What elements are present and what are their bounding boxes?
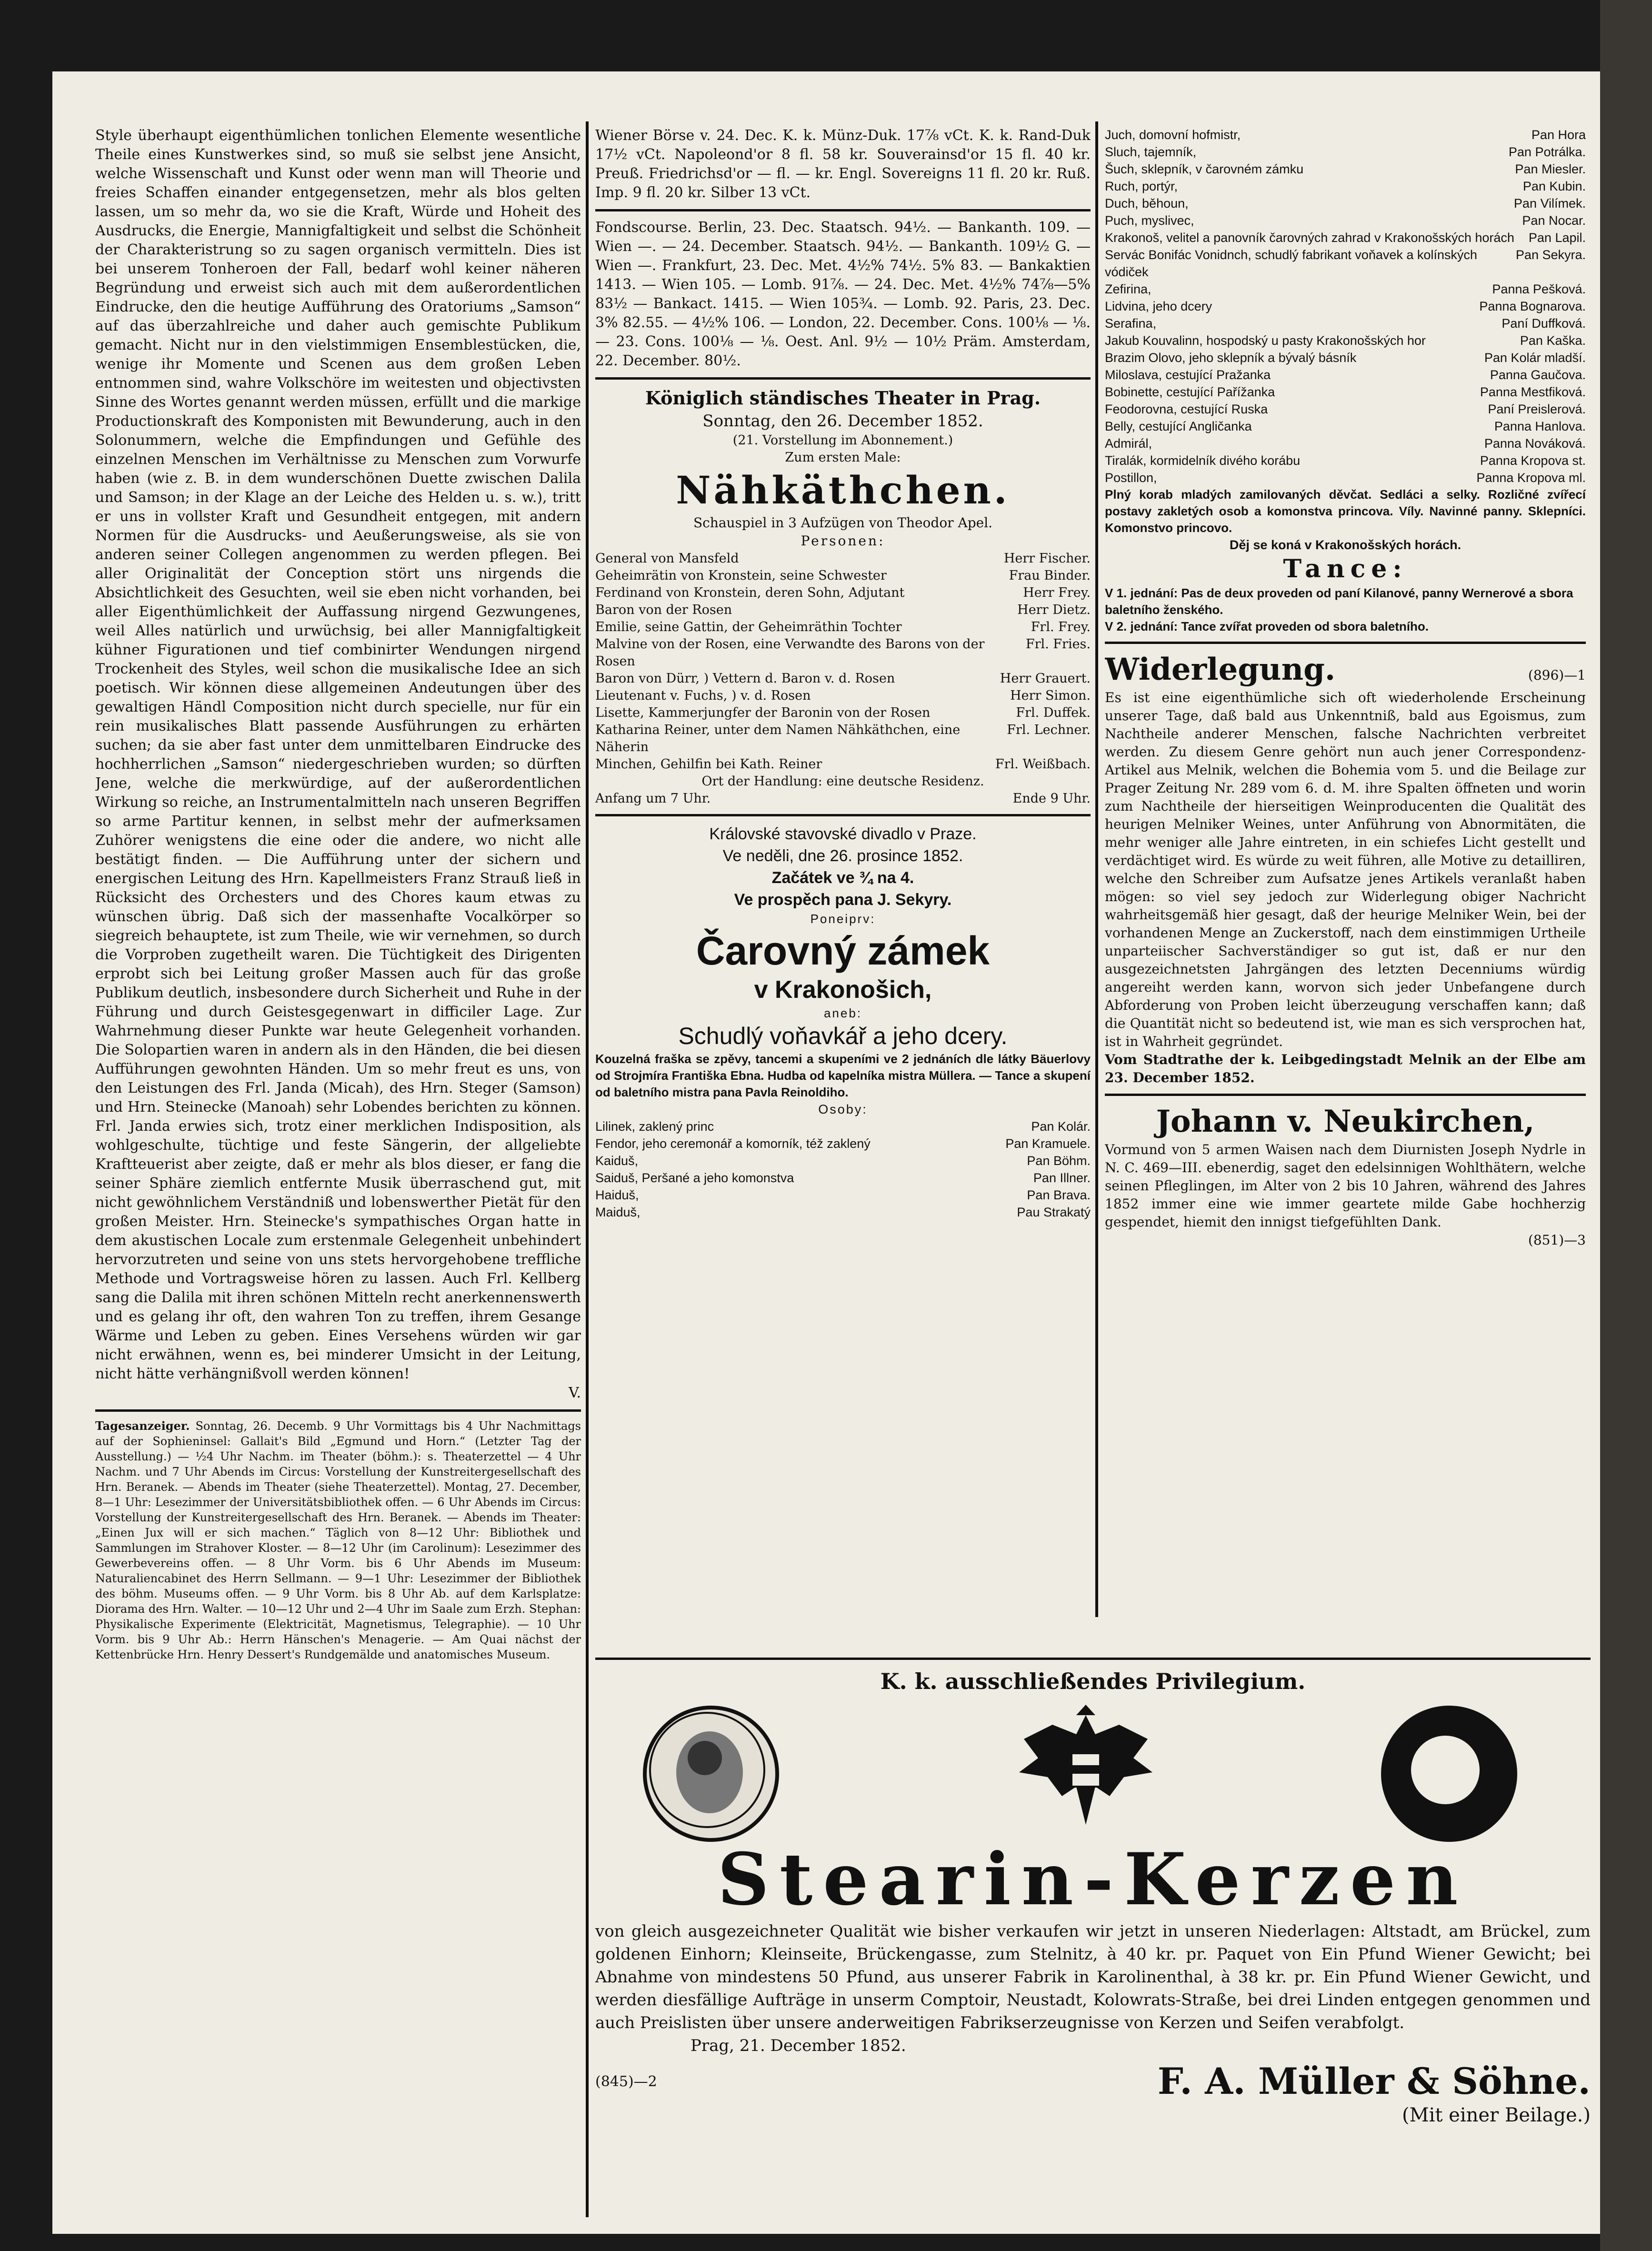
cast-list (595, 550, 1091, 773)
cast-actor: Pan Brava. (1027, 1188, 1091, 1202)
divider (1105, 1094, 1586, 1096)
stearin-footer (595, 2060, 1591, 2103)
cast-row (595, 756, 1091, 773)
theater-announcement (595, 386, 1091, 807)
cast-actor: Panna Bognarova. (1479, 299, 1586, 313)
cast-row (595, 670, 1091, 687)
cast-actor: Paní Duffková. (1502, 316, 1586, 331)
cast-role: Šuch, sklepník, v čarovném zámku (1105, 162, 1304, 176)
divider (595, 377, 1091, 380)
cast-row (1105, 178, 1586, 195)
review-signature: V. (569, 1385, 581, 1401)
stearin-title: Stearin-Kerzen (717, 1838, 1469, 1921)
column-left (95, 126, 581, 2184)
widerlegung-signature: Vom Stadtrathe der k. Leibgedingstadt Melnik an der Elbe am 23. December 1852. (1105, 1052, 1586, 1085)
beilage-note: (Mit einer Beilage.) (1402, 2104, 1591, 2126)
cast-role: Tiralák, kormidelník divého korábu (1105, 453, 1301, 468)
cast-actor: Pan Potrálka. (1508, 145, 1586, 159)
cast-actor: Frau Binder. (1009, 568, 1091, 583)
cast-role: Zefirina, (1105, 282, 1151, 296)
cast-actor: Herr Dietz. (1017, 603, 1091, 617)
emblem-row (595, 1696, 1591, 1839)
end-time: Ende 9 Uhr. (1012, 791, 1091, 806)
theater-subscription: (21. Vorstellung im Abonnement.) (732, 433, 953, 448)
cast-row (1105, 246, 1586, 281)
cz-scene: Děj se koná v Krakonošských horách. (1229, 538, 1462, 552)
cast-role: Miloslava, cestující Pražanka (1105, 368, 1271, 382)
cast-actor: Herr Grauert. (1000, 671, 1091, 686)
stearin-ref: (845)—2 (595, 2073, 657, 2090)
cast-row (1105, 212, 1586, 229)
cast-role: Kaiduš, (595, 1154, 639, 1168)
medal-right-icon (1381, 1706, 1517, 1842)
johann-ref: (851)—3 (1528, 1232, 1586, 1248)
stearin-text: von gleich ausgezeichneter Qualität wie bisher verkaufen wir jetzt in unseren Niederlagen: Altstadt, am Brückel, zum goldenen Einhorn; Kleinseite, Brückengasse, zum Stelnitz, à 40 kr. pr. Paquet von Ein Pfund Wiener Gewicht; bei Abnahme von mindestens 50 Pfund, aus unserer Fabrik in Karolinenthal, à 38 kr. pr. Ein Pfund Wiener Gewicht, und werden diesfällige Aufträge in unserm Comptoir, Neustadt, Kolowrats-Straße, bei drei Linden entgegen genommen und auch Preislisten über unsere anderweitigen Fabrikserzeugnisse von Kerzen und Seifen verabfolgt. (595, 1922, 1591, 2032)
cast-actor: Pau Strakatý (1017, 1205, 1091, 1219)
tance-title: Tance: (1283, 554, 1408, 583)
cast-row (1105, 383, 1586, 401)
cast-role: Lisette, Kammerjungfer der Baronin von der Rosen (595, 705, 931, 720)
cast-role: Servác Bonifác Vonidnch, schudlý fabrikant voňavek a kolínských vódiček (1105, 248, 1477, 279)
widerlegung-header (1105, 651, 1586, 689)
cast-actor: Pan Kolár mladší. (1484, 351, 1586, 365)
fondscourse: Fondscourse. Berlin, 23. Dec. Staatsch. 94½. — Bankanth. 109. — Wien —. — 24. December. Staatsch. 94½. — Bankanth. 109½ G. — Wien —. Frankfurt, 23. Dec. Met. 4½% 74½. 5% 83. — Bankaktien 1413. — Wien 105. — Lomb. 91⅞. — 24. Dec. Met. 4½% 74⅞—5% 83½ — Bankact. 1415. — Wien 105¾. — Lomb. 92. Paris, 23. Dec. 3% 82.55. — 4½% 106. — London, 22. December. Cons. 100⅛ — ⅛. — 23. Cons. 100⅛ — ⅛. Oest. Anl. 9½ — 10½ Präm. Amsterdam, 22. December. 80½. (595, 219, 1091, 369)
cz-cast-list (595, 1118, 1091, 1221)
cast-row (595, 1135, 1091, 1152)
johann-text: Vormund von 5 armen Waisen nach dem Diurnisten Joseph Nydrle in N. C. 469—III. ebenerdig, saget den edelsinnigen Wohlthätern, welche seinen Pfleglingen, im Alter von 2 bis 10 Jahren, während des Jahres 1852 immer eine wie immer geartete milde Gabe hochherzig gespendet, hiemit den innigst tiefgefühlten Dank. (1105, 1142, 1586, 1230)
cast-role: Geheimrätin von Kronstein, seine Schwester (595, 568, 887, 583)
cast-actor: Panna Nováková. (1484, 436, 1586, 451)
cast-role: Katharina Reiner, unter dem Namen Nähkäthchen, eine Näherin (595, 723, 961, 754)
cast-row (595, 584, 1091, 602)
cast-row (595, 602, 1091, 619)
cast-role: Lieutenant v. Fuchs, ) v. d. Rosen (595, 688, 811, 703)
privileg-title: K. k. ausschließendes Privilegium. (880, 1668, 1306, 1694)
play-times (595, 790, 1091, 807)
widerlegung-ref: (896)—1 (1528, 667, 1586, 683)
cz-cast-continued (1105, 126, 1586, 486)
cast-role: Serafina, (1105, 316, 1157, 331)
cz-extras: Plný korab mladých zamilovaných děvčat. Sedláci a selky. Rozličné zvířecí postavy zakletých osob a komonstva princova. Víly. Navinné panny. Sklepníci. Komonstvo princovo. (1105, 487, 1586, 535)
stearin-place-date: Prag, 21. December 1852. (691, 2036, 906, 2055)
theater-date: Sonntag, den 26. December 1852. (702, 412, 983, 431)
cast-role: Duch, běhoun, (1105, 196, 1189, 211)
cast-role: Fendor, jeho ceremonář a komorník, též zaklený (595, 1136, 871, 1151)
cast-actor: Pan Miesler. (1515, 162, 1586, 176)
cast-row (595, 550, 1091, 567)
cast-actor: Pan Sekyra. (1515, 248, 1586, 262)
cast-row (1105, 452, 1586, 469)
cast-row (1105, 332, 1586, 349)
cast-actor: Pan Kolár. (1031, 1119, 1091, 1134)
cast-role: Puch, myslivec, (1105, 213, 1194, 228)
divider (595, 814, 1091, 816)
cast-actor: Herr Fischer. (1003, 551, 1091, 566)
cz-play-subtitle: v Krakonošich, (754, 976, 932, 1004)
cast-actor: Frl. Frey. (1031, 620, 1091, 634)
cast-row (595, 1186, 1091, 1204)
cast-role: Baron von der Rosen (595, 603, 732, 617)
divider (595, 209, 1091, 211)
cast-actor: Frl. Lechner. (1007, 723, 1091, 737)
music-review: Style überhaupt eigenthümlichen tonlichen Elemente wesentliche Theile eines Kunstwerkes sind, so muß sie selbst jene Ansicht, welche Wissenschaft und Kunst oder wenn man will Theorie und freies Schaffen einander entgegensetzen, mehr als blos gelten lassen, um so mehr da, wo sie die Kraft, Würde und Hoheit des Ausdrucks, die Energie, Mannigfaltigkeit und selbst die Schönheit der Charakteristrung so zu sagen organisch vermitteln. Dies ist bei unserem Tonheroen der Fall, bedarf wohl keiner näheren Begründung und erweist sich auch mit dem außerordentlichen Eindrucke, den die heutige Aufführung des Oratoriums „Samson“ auf das überzahlreiche und daher auch gemischte Publikum gemacht. Nicht nur in den vielstimmigen Ensemblestücken, die, wenige ihr Momente und Scenen aus dem großen Leben entnommen sind, wahre Volkschöre im weitesten und objectivsten Sinne des Wortes genannt werden müssen, erfüllt und die markige Productionskraft des Komponisten mit Bewunderung, auch in den Solonummern, welche die Empfindungen und Gefühle des einzelnen Menschen im Verhältnisse zu Menschen zum Vorwurfe haben (wie z. B. in dem wunderschönen Duette zwischen Dalila und Samson; in der Klage an der Leiche des Helden u. s. w.), tritt er uns in vollster Kraft und Gesundheit entgegen, mit andern Normen für die Ausdrucks- und Aeußerungsweise, als sie von anderen seiner Collegen angenommen zu werden pflegen. Bei aller Originalität der Conception stört uns nirgends die Absichtlichkeit des Gesuchten, weil sie eben nicht vorhanden, bei aller Eigenthümlichkeit der Auffassung nirgend Gezwungenes, weil Alles natürlich und urwüchsig, bei aller Mannigfaltigkeit kühner Figurationen und tief combinirter Wendungen nirgend Trockenheit des Styles, weil schon die musikalische Idee an sich poetisch. Wir können diese allgemeinen Andeutungen über des gewaltigen Händl Composition nicht durch specielle, nur für ein rein musikalisches Blatt passende Ausführungen zu erhärten suchen; da sie aber fast unter dem unmittelbaren Eindrucke des hochherrlichen „Samson“ niedergeschrieben wurden; so dürften Jene, welche die merkwürdige, auf der außerordentlichen Wirkung so reiche, an Instrumentalmitteln nach unseren Begriffen so arme Partitur kennen, in selbst mehr der aufmerksamen Zuhörer wenigstens die eine oder die andere, wo nicht alle bestätigt finden. — Die Aufführung unter der sichern und energischen Leitung des Hrn. Kapellmeisters Franz Strauß ließ in Rücksicht des Orchesters und des Chores kaum etwas zu wünschen übrig. Daß sich der massenhafte Vocalkörper so siegreich behauptete, ist zum Theile, wie wir vernehmen, so durch die Vorproben zugetheilt waren. Die Tüchtigkeit des Dirigenten erprobt sich bei Leitung großer Massen auch für das große Publikum deutlich, insbesondere durch Sicherheit und Ruhe in der Führung und durch Geistesgegenwart in difficiler Lage. Zur Wahrnehmung dieser Punkte war heute Gelegenheit vorhanden. Die Solopartien waren in andern als in den Händen, die bei diesen Aufführungen gewohnten Händen. Um so mehr freut es uns, von den Leistungen des Frl. Janda (Micah), des Hrn. Steger (Samson) und Hrn. Steinecke (Manoah) sehr Lobendes berichten zu können. Frl. Janda erwies sich, trotz einer merklichen Indisposition, als wohlgeschulte, tüchtige und feste Sängerin, der allgeliebte Kraftteuerist aber zeigte, daß er mehr als blos dieser, er fang die seiner Sphäre ziemlich entfernte Musik überraschend gut, mit nicht gewöhnlichem Verständniß und lobenswerther Pietät für den großen Meister. Hrn. Steinecke's sympathisches Organ hatte in dem akustischen Locale zum erstenmale Gelegenheit unbehindert hervorzutreten und seine von uns stets hervorgehobene treffliche Methode und Vortragsweise hören zu lassen. Auch Frl. Kellberg sang die Dalila mit ihren schönen Mitteln recht anerkennenswerth und es gelang ihr oft, den wahren Ton zu treffen, ihrem Gesange Wärme und Leben zu geben. Eines Versehens würden wir gar nicht erwähnen, wenn es, bei minderer Umsicht in der Leitung, nicht hätte verhängnißvoll werden können! (95, 127, 581, 1382)
cz-start-time: Začátek ve ¾ na 4. (771, 869, 914, 887)
cast-actor: Pan Kaška. (1520, 333, 1586, 348)
cast-actor: Panna Kropova ml. (1476, 471, 1586, 485)
cast-role: Postillon, (1105, 471, 1157, 485)
cast-actor: Frl. Weißbach. (995, 757, 1091, 772)
cast-role: Malvine von der Rosen, eine Verwandte des Barons von der Rosen (595, 637, 985, 669)
cast-role: Lilinek, zaklený princ (595, 1119, 714, 1134)
cast-actor: Panna Gaučova. (1490, 368, 1586, 382)
cast-row (1105, 469, 1586, 486)
start-time: Anfang um 7 Uhr. (595, 791, 711, 806)
cast-role: Jakub Kouvalinn, hospodský u pasty Krakonošských hor (1105, 333, 1426, 348)
cast-role: Juch, domovní hofmistr, (1105, 128, 1241, 142)
cast-role: Feodorovna, cestující Ruska (1105, 402, 1268, 416)
divider (1105, 642, 1586, 644)
czech-theater-announcement (595, 823, 1091, 1221)
newspaper-page (52, 71, 1600, 2234)
cast-actor: Frl. Duffek. (1016, 705, 1091, 720)
tance-act2: V 2. jednání: Tance zvířat proveden od sbora baletního. (1105, 619, 1429, 633)
cast-actor: Paní Preislerová. (1488, 402, 1586, 416)
cast-actor: Panna Mestfiková. (1480, 385, 1586, 399)
cast-role: Lidvina, jeho dcery (1105, 299, 1212, 313)
cast-row (595, 619, 1091, 636)
cast-actor: Pan Lapil. (1528, 231, 1586, 245)
cast-row (1105, 418, 1586, 435)
personen-label: Personen: (801, 533, 885, 549)
cast-row (1105, 435, 1586, 452)
cast-role: Emilie, seine Gattin, der Geheimräthin Tochter (595, 620, 902, 634)
column-right (1105, 126, 1586, 1617)
cast-role: Saiduš, Peršané a jeho komonstva (595, 1171, 794, 1185)
cast-row (595, 636, 1091, 670)
divider (95, 1409, 581, 1412)
cast-row (1105, 315, 1586, 332)
cast-actor: Pan Böhm. (1027, 1154, 1091, 1168)
cast-row (1105, 281, 1586, 298)
page-edge (1600, 0, 1652, 2251)
cast-role: Belly, cestující Angličanka (1105, 419, 1252, 433)
firm-name: F. A. Müller & Söhne. (1157, 2060, 1591, 2102)
cast-role: Admirál, (1105, 436, 1152, 451)
cast-row (1105, 401, 1586, 418)
cast-actor: Pan Kubin. (1522, 179, 1586, 193)
column-rule (1095, 121, 1098, 1617)
cz-theater-title: Královské stavovské divadlo v Praze. (709, 825, 977, 843)
cast-actor: Pan Illner. (1033, 1171, 1091, 1185)
cast-role: Baron von Dürr, ) Vettern d. Baron v. d. Rosen (595, 671, 895, 686)
cast-role: Haiduš, (595, 1188, 639, 1202)
cast-row (595, 704, 1091, 722)
widerlegung-title: Widerlegung. (1105, 652, 1336, 687)
play-setting: Ort der Handlung: eine deutsche Residenz. (701, 774, 984, 789)
cz-benefit: Ve prospěch pana J. Sekyry. (734, 891, 952, 909)
cast-row (595, 687, 1091, 704)
johann-title: Johann v. Neukirchen, (1156, 1104, 1535, 1139)
cz-play-alt-title: Schudlý voňavkář a jeho dcery. (678, 1023, 1008, 1049)
cast-row (1105, 126, 1586, 143)
medal-left-icon (643, 1706, 779, 1842)
cast-actor: Pan Hora (1531, 128, 1586, 142)
tagesanzeiger-text: Sonntag, 26. Decemb. 9 Uhr Vormittags bis 4 Uhr Nachmittags auf der Sophieninsel: Gallait's Bild „Egmund und Horn.“ (Letzter Tag der Ausstellung.) — ½4 Uhr Nachm. im Theater (böhm.): s. Theaterzettel — 4 Uhr Nachm. und 7 Uhr Abends im Circus: Vorstellung der Kunstreitergesellschaft des Hrn. Beranek. — Abends im Theater (siehe Theaterzettel). Montag, 27. December, 8—1 Uhr: Lesezimmer der Universitätsbibliothek offen. — 6 Uhr Abends im Circus: Vorstellung der Kunstreitergesellschaft des Hrn. Beranek. — Abends im Theater: „Einen Jux will er sich machen.“ Täglich von 8—12 Uhr: Bibliothek und Sammlungen im Strahover Kloster. — 8—12 Uhr (im Carolinum): Lesezimmer des Gewerbevereins offen. — 8 Uhr Vorm. bis 6 Uhr Abends im Museum: Naturaliencabinet des Herrn Sellmann. — 9—1 Uhr: Lesezimmer der Bibliothek des böhm. Museums offen. — 9 Uhr Vorm. bis 8 Uhr Ab. auf dem Karlsplatze: Diorama des Hrn. Walter. — 10—12 Uhr und 2—4 Uhr im Saale zum Erzh. Stephan: Physikalische Experimente (Elektricität, Magnetismus, Telegraphie). — 10 Uhr Vorm. bis 9 Uhr Ab.: Herrn Hänschen's Menagerie. — Am Quai nächst der Kettenbrücke Hrn. Henry Dessert's Rundgemälde und anatomisches Museum. (95, 1419, 581, 1661)
cast-role: Brazim Olovo, jeho sklepník a bývalý básník (1105, 351, 1357, 365)
cast-actor: Herr Frey. (1023, 585, 1091, 600)
cast-row (595, 1169, 1091, 1186)
cast-row (1105, 195, 1586, 212)
cast-role: Minchen, Gehilfin bei Kath. Reiner (595, 757, 822, 772)
cast-actor: Pan Kramuele. (1005, 1136, 1091, 1151)
theater-first-time: Zum ersten Male: (785, 450, 901, 465)
cast-row (595, 1152, 1091, 1169)
cast-row (595, 567, 1091, 584)
stearin-advertisement (595, 1658, 1591, 2210)
cast-role: Sluch, tajemník, (1105, 145, 1197, 159)
tagesanzeiger-title: Tagesanzeiger. (95, 1419, 190, 1433)
wiener-boerse: Wiener Börse v. 24. Dec. K. k. Münz-Duk. 17⅞ vCt. K. k. Rand-Duk 17½ vCt. Napoleond'or 8 fl. 58 kr. Souverainsd'or 15 fl. 40 kr. Preuß. Friedrichsd'or — fl. — kr. Engl. Sovereigns 11 fl. 20 kr. Ruß. Imp. 9 fl. 20 kr. Silber 13 vCt. (595, 127, 1091, 201)
cast-role: Krakonoš, velitel a panovník čarovných zahrad v Krakonošských horách (1105, 231, 1514, 245)
cast-role: Maiduš, (595, 1205, 641, 1219)
cast-role: Ferdinand von Kronstein, deren Sohn, Adjutant (595, 585, 905, 600)
column-rule (586, 121, 589, 2217)
cast-row (1105, 229, 1586, 246)
cz-aneb: aneb: (823, 1006, 862, 1020)
cast-role: Bobinette, cestující Pařížanka (1105, 385, 1275, 399)
play-description: Schauspiel in 3 Aufzügen von Theodor Apel. (693, 515, 993, 531)
cast-row (1105, 143, 1586, 161)
cast-actor: Frl. Fries. (1025, 637, 1091, 652)
cast-actor: Panna Pešková. (1492, 282, 1586, 296)
theater-title: Königlich ständisches Theater in Prag. (645, 387, 1041, 409)
cast-actor: Pan Nocar. (1522, 213, 1586, 228)
tance-act1: V 1. jednání: Pas de deux proveden od paní Kilanové, panny Wernerové a sbora baletního ženského. (1105, 586, 1573, 617)
cast-actor: Panna Kropova st. (1480, 453, 1586, 468)
cast-actor: Herr Simon. (1010, 688, 1091, 703)
cast-row (1105, 349, 1586, 366)
cast-role: Ruch, portýr, (1105, 179, 1178, 193)
widerlegung-text: Es ist eine eigenthümliche sich oft wiederholende Erscheinung unserer Tage, daß bald aus Unkenntniß, bald aus Egoismus, zum Nachtheile anderer Menschen, falsche Nachrichten verbreitet werden. Zu diesem Genre gehört nun auch jener Correspondenz-Artikel aus Melnik, welchen die Bohemia vom 5. und die Beilage zur Prager Zeitung Nr. 289 vom 6. d. M. ihre Spalten öffneten und worin zum Nachtheile der hierseitigen Weinproducenten die Qualität des heurigen Melniker Weines, unter Anführung von Abnormitäten, die mehr weniger alle Jahre eintreten, in ein schiefes Licht gestellt und verdächtiget wird. Es würde zu weit führen, alle Motive zu detailliren, welche den Schreiber zum Aufsatze jenes Artikels veranlaßt haben mögen: so viel sey jedoch zur Widerlegung obiger Nachricht wahrheitsgemäß hier gesagt, daß der heurige Melniker Wein, bei der vorhandenen Menge an Zuckerstoff, nach dem einstimmigen Urtheile unparteiischer Sachverständiger so gut ist, daß er nur den ausgezeichnetsten Jahrgängen des letzten Decenniums würdig angereiht werden kann, worvon sich jeder Unbefangene durch Abforderung von Proben leicht überzeugung verschaffen kann; daß die Quantität nicht so bedeutend ist, wie man es sich versprochen hat, ist in Wahrheit gegründet. (1105, 690, 1586, 1049)
cz-theater-date: Ve neděli, dne 26. prosince 1852. (722, 847, 963, 865)
cz-osoby-label: Osoby: (818, 1102, 868, 1116)
play-title: Nähkäthchen. (676, 468, 1010, 513)
cast-row (595, 722, 1091, 756)
cz-play-description: Kouzelná fraška se zpěvy, tancemi a skupeními ve 2 jednáních dle látky Bäuerlovy od Strojmíra Františka Ebna. Hudba od kapelníka mistra Müllera. — Tance a skupení od baletního mistra pana Pavla Reinoldiho. (595, 1052, 1091, 1099)
cz-first-time: Poneiprv: (810, 912, 876, 926)
cast-row (595, 1118, 1091, 1135)
cast-row (595, 1204, 1091, 1221)
cast-row (1105, 298, 1586, 315)
double-eagle-icon (1005, 1701, 1167, 1839)
cast-row (1105, 161, 1586, 178)
divider (595, 1658, 1591, 1660)
cast-actor: Pan Vilímek. (1513, 196, 1586, 211)
cast-role: General von Mansfeld (595, 551, 739, 566)
cast-actor: Panna Hanlova. (1494, 419, 1586, 433)
cast-row (1105, 366, 1586, 383)
cz-play-title: Čarovný zámek (696, 928, 990, 973)
